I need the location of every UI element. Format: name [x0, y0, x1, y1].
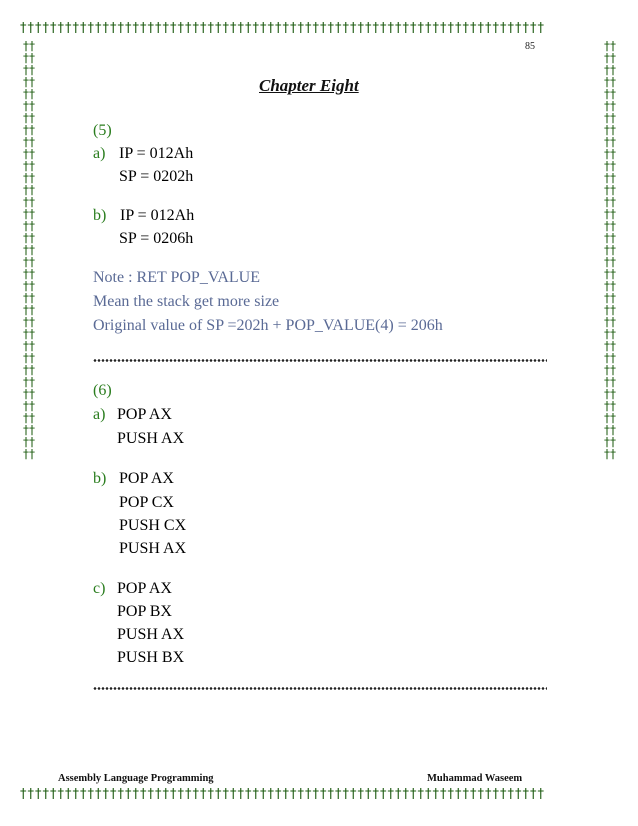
section-5-a-line-1: IP = 012Ah	[119, 145, 194, 162]
section-6-c-line-2: POP BX	[117, 603, 172, 620]
border-top: ††††††††††††††††††††††††††††††††††††††††††††††††††††††††††††††††††††††	[20, 22, 545, 36]
footer-author: Muhammad Waseem	[427, 773, 523, 784]
section-5-b-label: b)	[93, 207, 107, 224]
border-bottom: ††††††††††††††††††††††††††††††††††††††††††††††††††††††††††††††††††††††	[20, 788, 545, 802]
section-6-a-line-2: PUSH AX	[117, 430, 185, 447]
note-line-3: Original value of SP =202h + POP_VALUE(4) = 206h	[93, 317, 443, 334]
border-left: ††††††††††††††††††††††††††††††††††††††††††††††††††††††††††††††††††††††	[23, 40, 35, 461]
section-6-b-line-1: POP AX	[119, 470, 174, 487]
chapter-title: Chapter Eight	[259, 76, 359, 95]
section-6-b-line-3: PUSH CX	[119, 517, 187, 534]
section-5-b-line-1: IP = 012Ah	[120, 207, 195, 224]
section-5-heading: (5)	[93, 122, 112, 139]
section-6-b-line-4: PUSH AX	[119, 540, 187, 557]
section-5-a-line-2: SP = 0202h	[119, 168, 194, 185]
section-6-a-label: a)	[93, 406, 106, 423]
footer-course-title: Assembly Language Programming	[58, 773, 214, 784]
section-6-b-line-2: POP CX	[119, 494, 174, 511]
note-line-1: Note : RET POP_VALUE	[93, 269, 260, 286]
section-5-a-label: a)	[93, 145, 106, 162]
section-6-heading: (6)	[93, 382, 112, 399]
section-6-b-label: b)	[93, 470, 107, 487]
section-6-c-line-3: PUSH AX	[117, 626, 185, 643]
page-number: 85	[525, 41, 535, 52]
border-right: ††††††††††††††††††††††††††††††††††††††††††††††††††††††††††††††††††††††	[604, 40, 616, 461]
dotted-separator	[93, 359, 547, 362]
section-6-c-label: c)	[93, 580, 106, 597]
dotted-separator-bottom	[93, 687, 547, 690]
section-6-c-line-1: POP AX	[117, 580, 172, 597]
section-5-b-line-2: SP = 0206h	[119, 230, 194, 247]
section-6-c-line-4: PUSH BX	[117, 649, 185, 666]
note-line-2: Mean the stack get more size	[93, 293, 280, 310]
section-6-a-line-1: POP AX	[117, 406, 172, 423]
